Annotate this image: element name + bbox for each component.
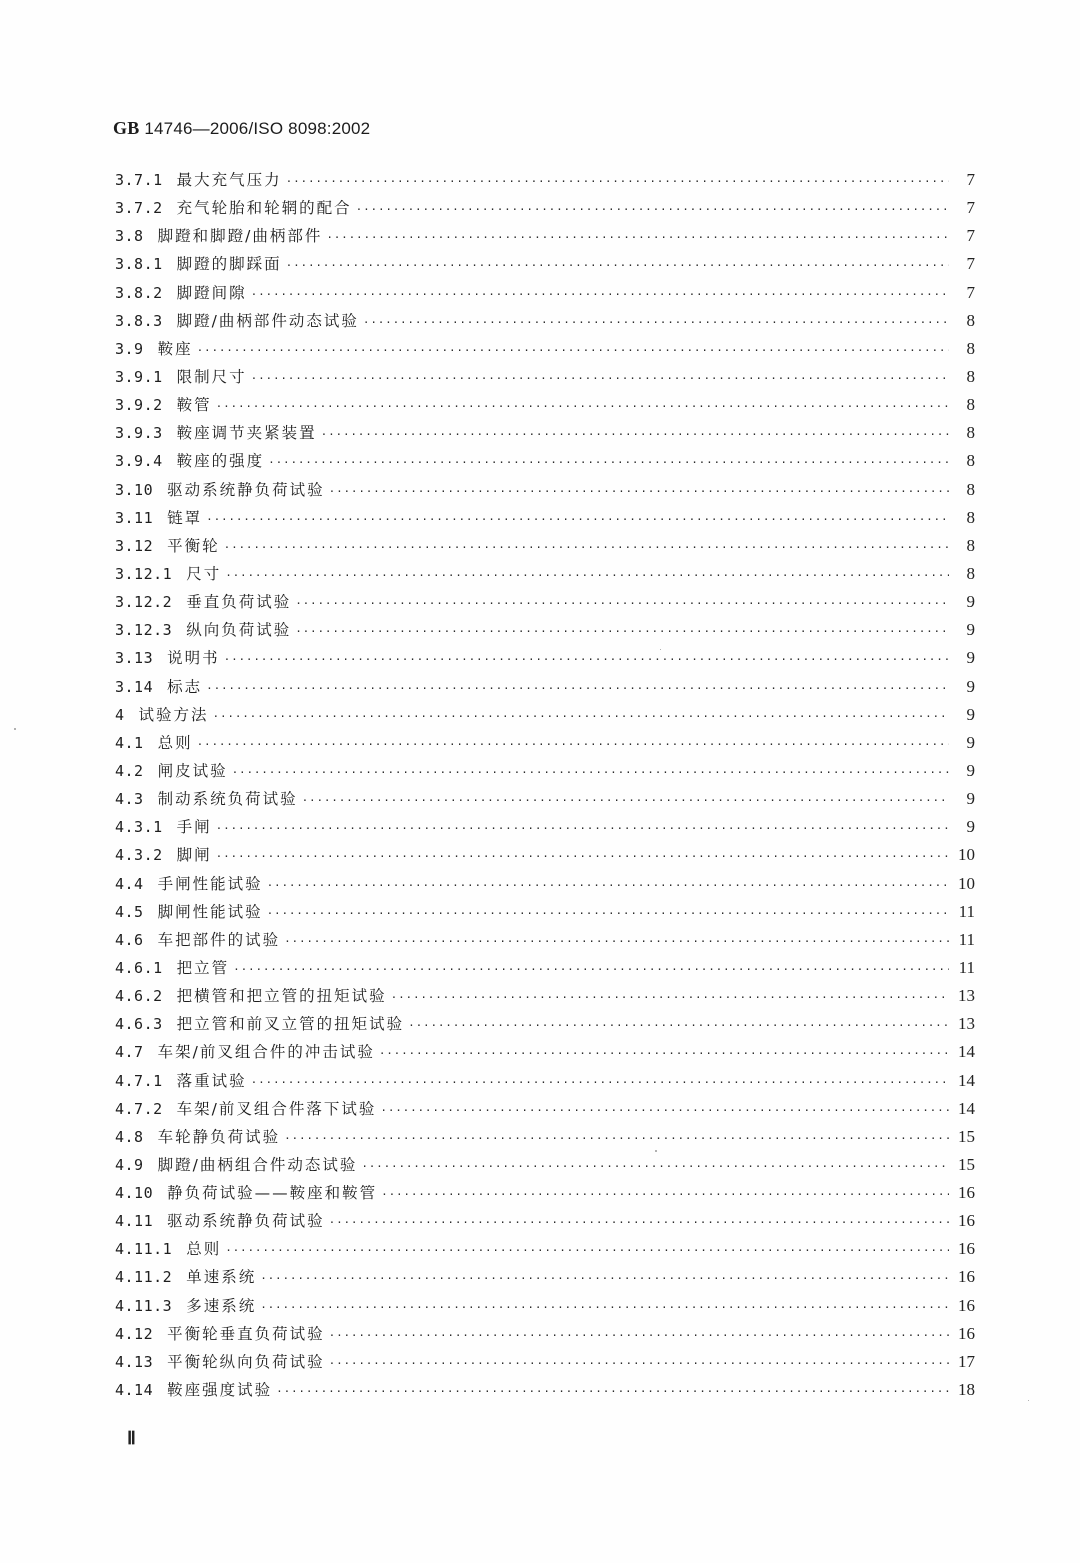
toc-entry[interactable] (115, 421, 975, 449)
dot-leader (295, 597, 949, 610)
toc-entry-title: 平衡轮 (167, 536, 220, 555)
toc-entry-number: 3.9.4 (115, 452, 163, 471)
toc-entry-title: 鞍座 (157, 339, 193, 358)
toc-entry-page: 8 (966, 423, 975, 443)
toc-entry-page: 15 (958, 1154, 975, 1174)
dot-leader (286, 175, 949, 188)
toc-entry-title: 手闸性能试验 (157, 874, 263, 893)
toc-entry-page: 9 (966, 789, 975, 809)
toc-entry-title: 手闸 (176, 818, 212, 837)
toc-entry[interactable] (115, 196, 975, 224)
toc-entry-page: 11 (958, 957, 975, 977)
toc-entry[interactable] (115, 1097, 975, 1125)
toc-entry-title: 垂直负荷试验 (186, 593, 292, 612)
toc-entry[interactable] (115, 449, 975, 477)
dot-leader (225, 569, 949, 582)
toc-entry-page: 8 (966, 310, 975, 330)
toc-entry-title: 总则 (157, 733, 193, 752)
toc-entry-page: 8 (966, 451, 975, 471)
toc-entry-number: 4.1 (115, 733, 144, 752)
dot-leader (213, 710, 949, 723)
toc-entry[interactable] (115, 956, 975, 984)
toc-entry-page: 9 (966, 704, 975, 724)
toc-entry-title: 鞍座强度试验 (167, 1381, 273, 1400)
toc-entry-number: 4.11.3 (115, 1296, 173, 1315)
toc-entry[interactable] (115, 1012, 975, 1040)
toc-entry-page: 13 (958, 986, 975, 1006)
toc-entry-number: 3.14 (115, 677, 154, 696)
toc-entry-page: 9 (966, 648, 975, 668)
toc-entry-title: 脚蹬/曲柄组合件动态试验 (157, 1155, 358, 1174)
dot-leader (216, 400, 949, 413)
toc-entry-page: 9 (966, 732, 975, 752)
toc-entry[interactable] (115, 224, 975, 252)
toc-entry[interactable] (115, 281, 975, 309)
toc-entry[interactable] (115, 843, 975, 871)
dot-leader (286, 259, 949, 272)
toc-entry-title: 鞍管 (176, 396, 212, 415)
toc-entry-page: 7 (966, 254, 975, 274)
toc-entry-page: 16 (958, 1211, 975, 1231)
toc-entry-number: 4.11.2 (115, 1268, 173, 1287)
toc-entry[interactable] (115, 703, 975, 731)
toc-entry-title: 车架/前叉组合件的冲击试验 (157, 1043, 375, 1062)
dot-leader (251, 288, 949, 301)
dot-leader (379, 1047, 949, 1060)
dot-leader (295, 625, 949, 638)
toc-entry-title: 标志 (167, 677, 203, 696)
toc-entry[interactable] (115, 984, 975, 1012)
dot-leader (197, 738, 949, 751)
toc-entry-number: 4.7.1 (115, 1071, 163, 1090)
toc-entry-page: 10 (958, 845, 975, 865)
toc-entry-page: 8 (966, 507, 975, 527)
toc-entry[interactable] (115, 1378, 975, 1406)
toc-entry[interactable] (115, 815, 975, 843)
toc-entry-number: 4.6.3 (115, 1015, 163, 1034)
scan-speck (1028, 1400, 1029, 1401)
toc-entry-number: 4.14 (115, 1381, 154, 1400)
toc-entry-page: 8 (966, 479, 975, 499)
dot-leader (251, 372, 949, 385)
dot-leader (233, 963, 949, 976)
toc-entry-title: 试验方法 (138, 705, 209, 724)
standard-header (113, 118, 370, 139)
toc-entry-page: 8 (966, 395, 975, 415)
toc-entry[interactable] (115, 337, 975, 365)
toc-entry-title: 脚蹬的脚踩面 (176, 255, 282, 274)
toc-entry-number: 3.12.3 (115, 621, 173, 640)
toc-entry-page: 7 (966, 198, 975, 218)
toc-entry-page: 16 (958, 1239, 975, 1259)
dot-leader (329, 1216, 949, 1229)
dot-leader (408, 1019, 949, 1032)
toc-entry-number: 3.9.1 (115, 367, 163, 386)
toc-entry-number: 3.9.3 (115, 424, 163, 443)
toc-entry[interactable] (115, 590, 975, 618)
dot-leader (326, 231, 949, 244)
toc-entry-number: 4.10 (115, 1184, 154, 1203)
dot-leader (329, 1329, 949, 1342)
dot-leader (260, 1272, 949, 1285)
toc-entry-number: 3.7.2 (115, 199, 163, 218)
toc-entry-page: 11 (958, 929, 975, 949)
toc-entry-page: 14 (958, 1098, 975, 1118)
toc-entry[interactable] (115, 646, 975, 674)
toc-entry[interactable] (115, 1350, 975, 1378)
dot-leader (224, 653, 949, 666)
toc-entry-title: 车架/前叉组合件落下试验 (176, 1099, 377, 1118)
toc-entry-title: 把立管和前叉立管的扭矩试验 (176, 1015, 405, 1034)
toc-entry-number: 4.6.2 (115, 987, 163, 1006)
dot-leader (329, 485, 949, 498)
dot-leader (391, 991, 949, 1004)
toc-entry-title: 说明书 (167, 649, 220, 668)
toc-entry[interactable] (115, 1322, 975, 1350)
toc-entry[interactable] (115, 1294, 975, 1322)
toc-entry-title: 限制尺寸 (176, 367, 247, 386)
toc-entry[interactable] (115, 1069, 975, 1097)
toc-entry-page: 15 (958, 1126, 975, 1146)
dot-leader (268, 456, 949, 469)
toc-entry-title: 把横管和把立管的扭矩试验 (176, 987, 387, 1006)
toc-entry[interactable] (115, 1153, 975, 1181)
toc-entry[interactable] (115, 1181, 975, 1209)
toc-entry-number: 4.7 (115, 1043, 144, 1062)
toc-entry-page: 14 (958, 1070, 975, 1090)
dot-leader (267, 907, 949, 920)
toc-entry-number: 3.12.2 (115, 593, 173, 612)
toc-entry-number: 4.12 (115, 1324, 154, 1343)
toc-entry-title: 闸皮试验 (157, 761, 228, 780)
toc-entry[interactable] (115, 1209, 975, 1237)
toc-entry-page: 9 (966, 620, 975, 640)
toc-entry-title: 鞍座的强度 (176, 452, 265, 471)
toc-entry-number: 3.12.1 (115, 564, 173, 583)
toc-entry-number: 4.6.1 (115, 958, 163, 977)
dot-leader (225, 1244, 949, 1257)
dot-leader (321, 428, 949, 441)
toc-entry-number: 3.10 (115, 480, 154, 499)
toc-entry[interactable] (115, 534, 975, 562)
toc-entry-title: 静负荷试验——鞍座和鞍管 (167, 1184, 378, 1203)
toc-entry[interactable] (115, 506, 975, 534)
toc-entry-number: 3.7.1 (115, 171, 163, 189)
toc-entry-page: 9 (966, 592, 975, 612)
toc-entry-page: 16 (958, 1323, 975, 1343)
toc-entry-number: 3.8.2 (115, 283, 163, 302)
toc-entry-title: 最大充气压力 (176, 171, 282, 189)
dot-leader (380, 1104, 949, 1117)
dot-leader (216, 822, 949, 835)
dot-leader (363, 316, 949, 329)
toc-entry-title: 脚蹬间隙 (176, 283, 247, 302)
toc-entry-title: 驱动系统静负荷试验 (167, 480, 325, 499)
toc-entry[interactable] (115, 365, 975, 393)
toc-entry-number: 3.8 (115, 227, 144, 246)
toc-entry-page: 16 (958, 1267, 975, 1287)
toc-entry-title: 脚蹬和脚蹬/曲柄部件 (157, 227, 323, 246)
toc-entry[interactable] (115, 759, 975, 787)
toc-entry-title: 把立管 (176, 958, 230, 977)
toc-entry-title: 平衡轮垂直负荷试验 (167, 1324, 325, 1343)
toc-entry[interactable] (115, 928, 975, 956)
toc-entry-title: 脚闸性能试验 (157, 902, 263, 921)
dot-leader (361, 1160, 949, 1173)
toc-entry-number: 3.12 (115, 536, 154, 555)
toc-entry-title: 驱动系统静负荷试验 (167, 1212, 325, 1231)
toc-entry[interactable] (115, 393, 975, 421)
toc-entry-number: 4.13 (115, 1352, 154, 1371)
toc-entry-title: 总则 (186, 1240, 222, 1259)
toc-entry-title: 尺寸 (186, 564, 222, 583)
toc-entry-number: 4.3.1 (115, 818, 163, 837)
toc-entry[interactable] (115, 872, 975, 900)
toc-entry-page: 13 (958, 1014, 975, 1034)
toc-entry-number: 4.2 (115, 761, 144, 780)
toc-entry[interactable] (115, 618, 975, 646)
toc-entry-page: 7 (966, 282, 975, 302)
standard-prefix: GB (113, 118, 140, 138)
toc-entry[interactable] (115, 1040, 975, 1068)
toc-entry-title: 多速系统 (186, 1296, 257, 1315)
toc-entry-title: 链罩 (167, 508, 203, 527)
scan-speck (655, 1150, 657, 1152)
toc-entry-page: 11 (958, 901, 975, 921)
toc-entry-number: 3.8.1 (115, 255, 163, 274)
toc-entry-number: 3.9.2 (115, 396, 163, 415)
dot-leader (329, 1357, 949, 1370)
toc-entry-page: 14 (958, 1042, 975, 1062)
toc-entry-title: 制动系统负荷试验 (157, 790, 298, 809)
dot-leader (216, 850, 949, 863)
toc-entry-page: 8 (966, 535, 975, 555)
dot-leader (276, 1385, 949, 1398)
toc-entry-page: 9 (966, 817, 975, 837)
toc-entry-page: 9 (966, 760, 975, 780)
toc-entry-page: 10 (958, 873, 975, 893)
toc-entry-page: 7 (966, 226, 975, 246)
toc-entry-page: 18 (958, 1380, 975, 1400)
toc-entry-title: 脚闸 (176, 846, 212, 865)
toc-entry-number: 4.3.2 (115, 846, 163, 865)
dot-leader (197, 344, 949, 357)
toc-entry-page: 8 (966, 366, 975, 386)
dot-leader (302, 794, 949, 807)
toc-entry-title: 充气轮胎和轮辋的配合 (176, 199, 352, 218)
toc-entry-number: 4.7.2 (115, 1099, 163, 1118)
toc-entry[interactable] (115, 675, 975, 703)
toc-entry[interactable] (115, 1125, 975, 1153)
toc-entry[interactable] (115, 252, 975, 280)
toc-entry[interactable] (115, 478, 975, 506)
toc-entry-page: 16 (958, 1295, 975, 1315)
toc-entry-title: 单速系统 (186, 1268, 257, 1287)
toc-entry-number: 4.11.1 (115, 1240, 173, 1259)
toc-entry-title: 纵向负荷试验 (186, 621, 292, 640)
toc-entry-number: 4 (115, 705, 125, 724)
toc-entry[interactable] (115, 1237, 975, 1265)
toc-entry[interactable] (115, 731, 975, 759)
dot-leader (284, 935, 949, 948)
toc-entry-number: 4.9 (115, 1155, 144, 1174)
toc-entry-page: 8 (966, 338, 975, 358)
toc-entry-number: 4.6 (115, 930, 144, 949)
toc-entry-number: 4.3 (115, 790, 144, 809)
toc-entry-page: 7 (966, 170, 975, 189)
toc-entry-number: 3.9 (115, 339, 144, 358)
dot-leader (381, 1188, 949, 1201)
toc-entry-number: 4.8 (115, 1127, 144, 1146)
scan-speck (660, 649, 661, 650)
dot-leader (260, 1301, 949, 1314)
dot-leader (224, 541, 949, 554)
toc-entry-number: 4.11 (115, 1212, 154, 1231)
dot-leader (206, 682, 949, 695)
dot-leader (206, 513, 949, 526)
toc-entry-title: 脚蹬/曲柄部件动态试验 (176, 311, 359, 330)
toc-entry-number: 4.5 (115, 902, 144, 921)
toc-entry-page: 9 (966, 676, 975, 696)
toc-entry-page: 8 (966, 563, 975, 583)
dot-leader (251, 1076, 949, 1089)
dot-leader (356, 203, 949, 216)
toc-entry-title: 鞍座调节夹紧装置 (176, 424, 317, 443)
toc-entry-title: 落重试验 (176, 1071, 247, 1090)
toc-entry-page: 17 (958, 1351, 975, 1371)
toc-entry[interactable] (115, 787, 975, 815)
dot-leader (267, 879, 949, 892)
toc-entry[interactable] (115, 900, 975, 928)
table-of-contents (115, 168, 975, 1406)
toc-entry-number: 4.4 (115, 874, 144, 893)
page-number: Ⅱ (127, 1428, 136, 1448)
toc-entry-number: 3.8.3 (115, 311, 163, 330)
toc-entry-title: 车把部件的试验 (157, 930, 281, 949)
toc-entry-number: 3.11 (115, 508, 154, 527)
toc-entry-page: 16 (958, 1183, 975, 1203)
toc-entry-title: 平衡轮纵向负荷试验 (167, 1352, 325, 1371)
toc-entry-title: 车轮静负荷试验 (157, 1127, 281, 1146)
standard-id: 14746—2006/ISO 8098:2002 (144, 119, 371, 138)
toc-entry[interactable] (115, 1265, 975, 1293)
toc-entry[interactable] (115, 562, 975, 590)
toc-entry-number: 3.13 (115, 649, 154, 668)
dot-leader (232, 766, 949, 779)
toc-entry[interactable] (115, 309, 975, 337)
scan-speck (14, 728, 16, 730)
dot-leader (284, 1132, 949, 1145)
toc-entry[interactable] (115, 168, 975, 196)
